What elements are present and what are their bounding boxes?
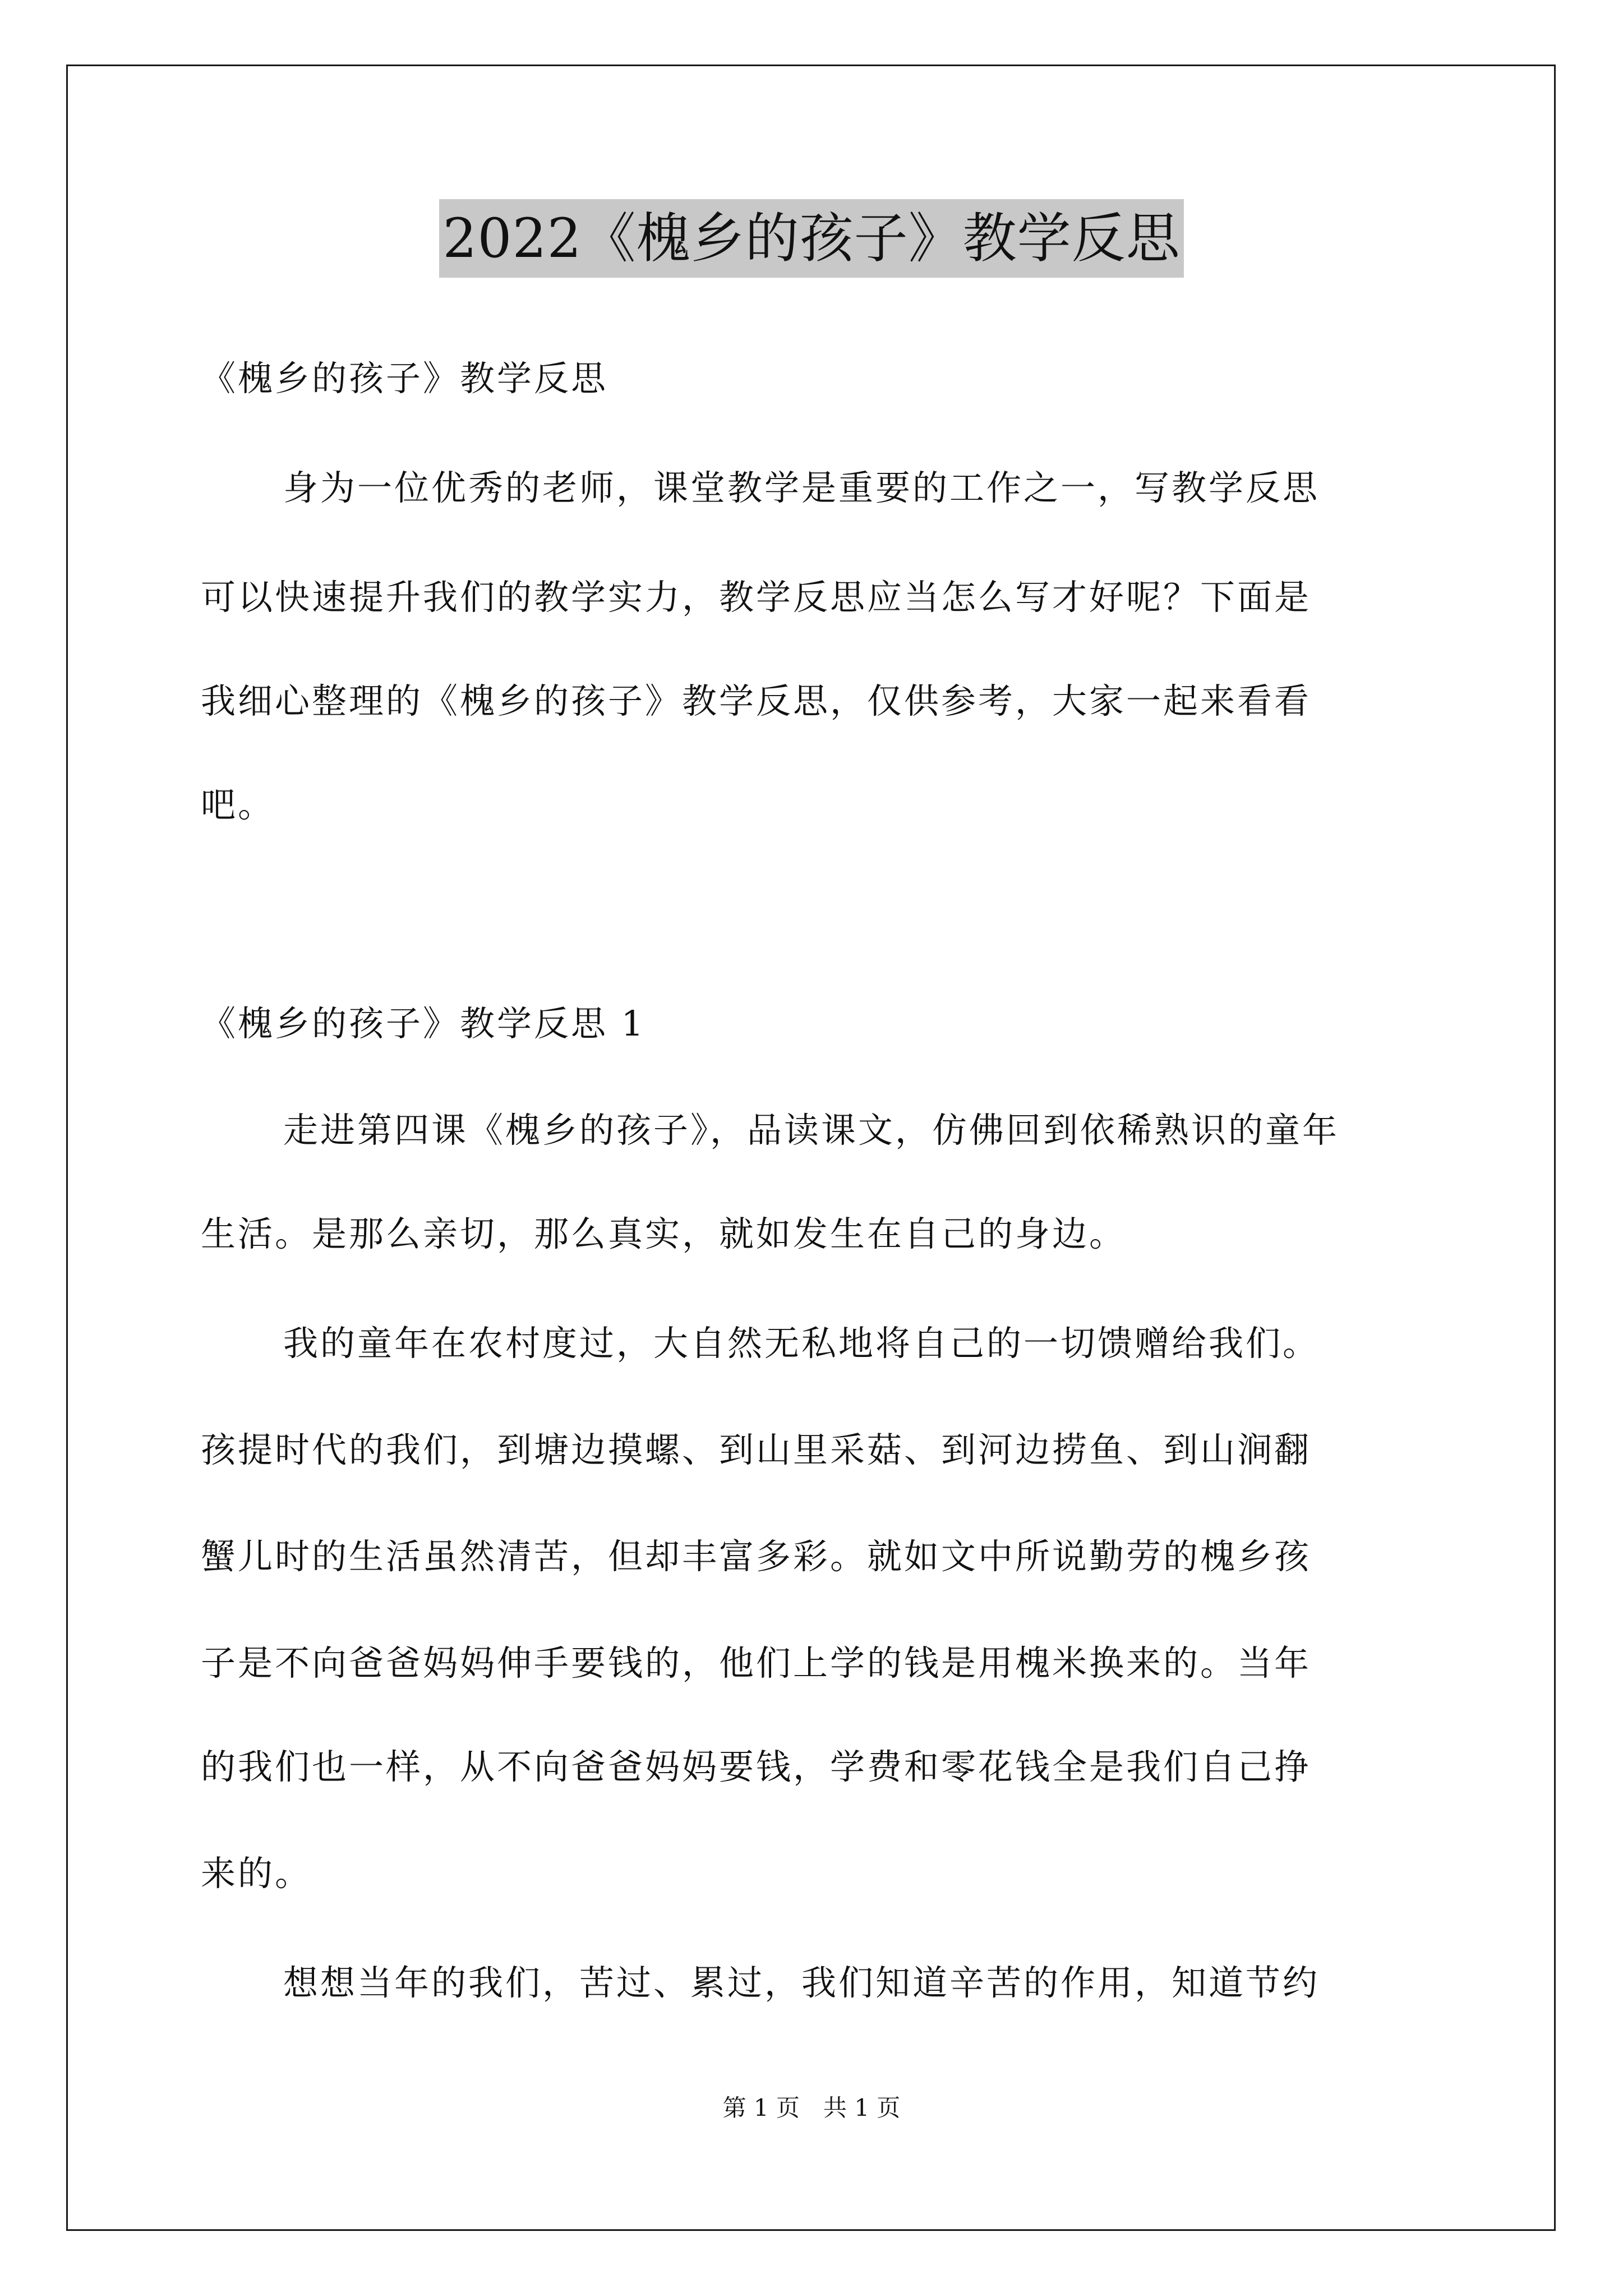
section-heading: 《槐乡的孩子》教学反思 1: [201, 1003, 646, 1044]
paragraph-line: 子是不向爸爸妈妈伸手要钱的，他们上学的钱是用槐米换来的。当年: [201, 1642, 1312, 1683]
intro-heading: 《槐乡的孩子》教学反思: [201, 358, 608, 399]
page-footer: 第 1 页 共 1 页: [722, 2094, 901, 2122]
paragraph-line: 我的童年在农村度过，大自然无私地将自己的一切馈赠给我们。: [283, 1323, 1320, 1364]
paragraph-line: 来的。: [201, 1853, 312, 1894]
intro-line: 身为一位优秀的老师，课堂教学是重要的工作之一，写教学反思: [283, 467, 1320, 508]
intro-line: 吧。: [201, 784, 275, 825]
paragraph-line: 的我们也一样，从不向爸爸妈妈要钱，学费和零花钱全是我们自己挣: [201, 1746, 1312, 1787]
paragraph-line: 想想当年的我们，苦过、累过，我们知道辛苦的作用，知道节约: [283, 1962, 1320, 2003]
paragraph-line: 孩提时代的我们，到塘边摸螺、到山里采菇、到河边捞鱼、到山涧翻: [201, 1429, 1312, 1470]
intro-line: 我细心整理的《槐乡的孩子》教学反思，仅供参考，大家一起来看看: [201, 680, 1312, 721]
paragraph-line: 走进第四课《槐乡的孩子》，品读课文，仿佛回到依稀熟识的童年: [283, 1110, 1340, 1151]
intro-line: 可以快速提升我们的教学实力，教学反思应当怎么写才好呢？下面是: [201, 577, 1312, 618]
document-title: 2022《槐乡的孩子》教学反思: [439, 199, 1183, 278]
paragraph-line: 蟹儿时的生活虽然清苦，但却丰富多彩。就如文中所说勤劳的槐乡孩: [201, 1536, 1312, 1577]
paragraph-line: 生活。是那么亲切，那么真实，就如发生在自己的身边。: [201, 1213, 1127, 1254]
title-container: [0, 199, 1623, 278]
